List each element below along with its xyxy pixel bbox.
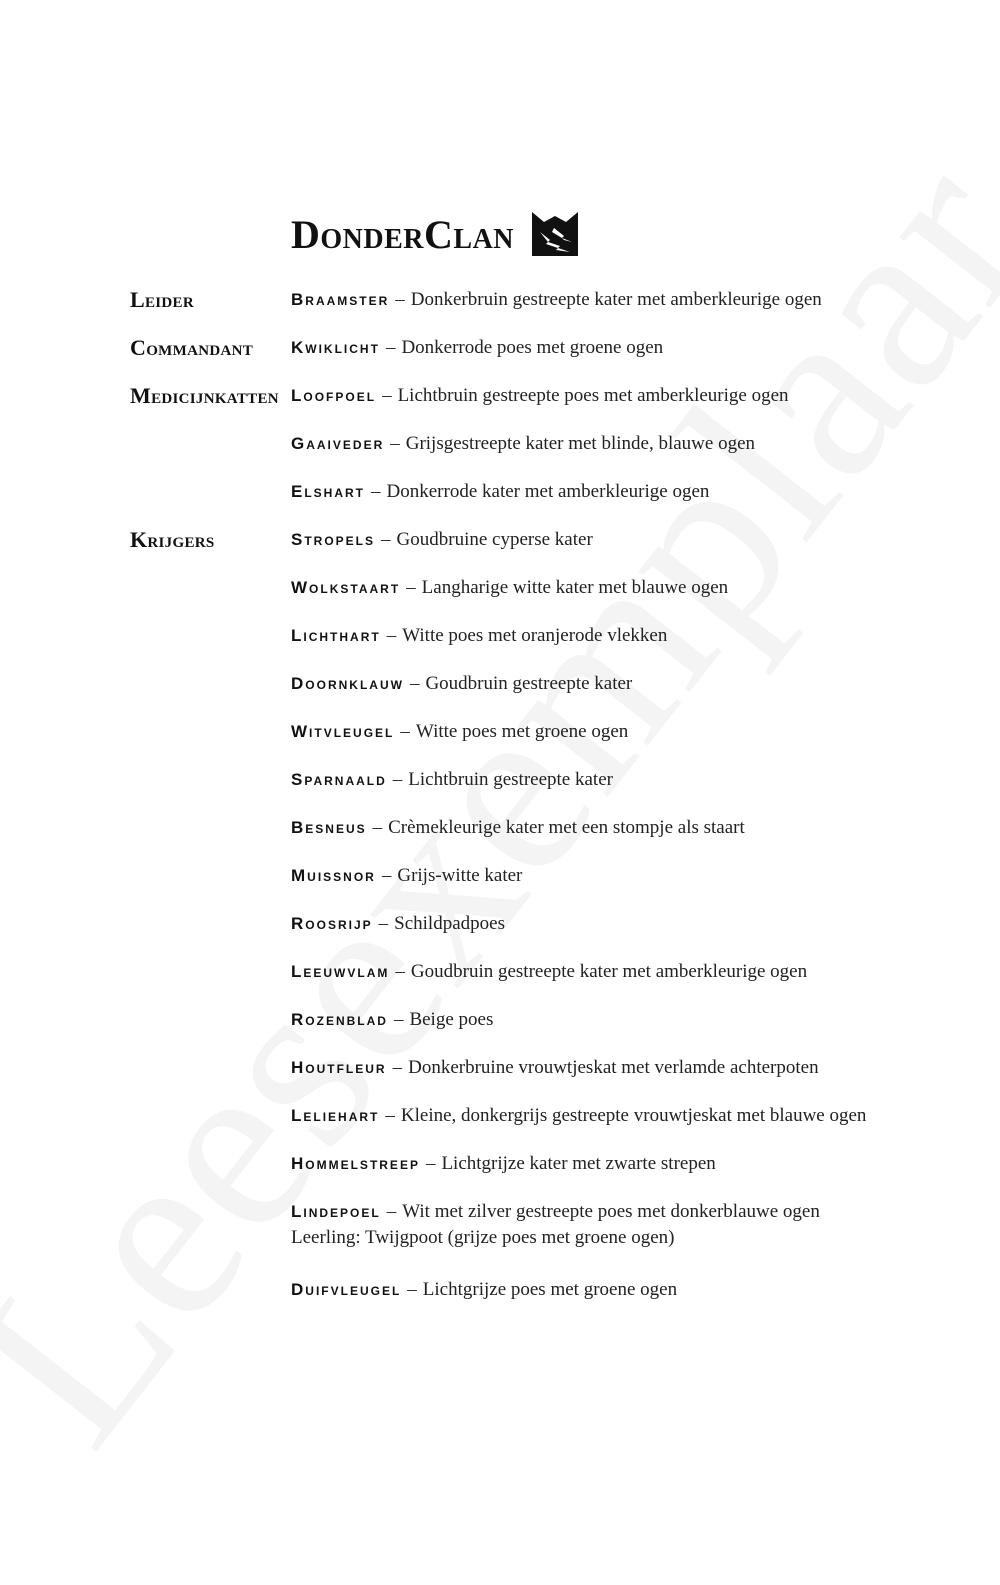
cat-description: Schildpadpoes bbox=[394, 913, 505, 934]
cat-description: Crèmekleurige kater met een stompje als staart bbox=[388, 817, 745, 838]
cat-name: Leliehart bbox=[291, 1106, 380, 1125]
cat-description: Kleine, donkergrijs gestreepte vrouwtjeskat met blauwe ogen bbox=[400, 1105, 867, 1126]
dash: – bbox=[400, 721, 410, 742]
cat-name: Roosrijp bbox=[291, 914, 373, 933]
cat-description: Witte poes met groene ogen bbox=[415, 721, 629, 742]
dash: – bbox=[386, 625, 397, 646]
cat-name: Lichthart bbox=[291, 626, 381, 645]
cat-name: Leeuwvlam bbox=[291, 962, 390, 981]
entry-0 bbox=[291, 289, 822, 311]
dash: – bbox=[409, 673, 420, 694]
dash: – bbox=[381, 865, 392, 886]
cat-description: Grijs-witte kater bbox=[397, 865, 523, 886]
thunderclan-emblem-icon bbox=[530, 210, 580, 258]
cat-name: Kwiklicht bbox=[291, 338, 380, 357]
cat-name: Witvleugel bbox=[291, 722, 395, 741]
dash: – bbox=[378, 913, 389, 934]
dash: – bbox=[381, 529, 391, 550]
cat-name: Besneus bbox=[291, 818, 367, 837]
cat-description: Goudbruin gestreepte kater met amberkleurige ogen bbox=[410, 961, 808, 982]
cat-name: Elshart bbox=[291, 482, 366, 501]
cat-name: Lindepoel bbox=[291, 1202, 381, 1221]
cat-name: Loofpoel bbox=[291, 386, 377, 405]
entry-2 bbox=[291, 385, 789, 407]
cat-name: Sparnaald bbox=[291, 770, 387, 789]
dash: – bbox=[406, 577, 416, 598]
dash: – bbox=[390, 433, 400, 454]
entry-19 bbox=[291, 1201, 820, 1249]
cat-description: Lichtgrijze kater met zwarte strepen bbox=[441, 1153, 716, 1174]
dash: – bbox=[392, 1057, 403, 1078]
dash: – bbox=[371, 481, 381, 502]
dash: – bbox=[385, 1105, 395, 1126]
cat-description: Lichtbruin gestreepte poes met amberkleurige ogen bbox=[397, 385, 789, 406]
dash: – bbox=[395, 289, 405, 310]
cat-description: Donkerrode poes met groene ogen bbox=[401, 337, 664, 358]
entry-11 bbox=[291, 817, 745, 839]
dash: – bbox=[385, 337, 396, 358]
clan-title: DonderClan bbox=[291, 211, 515, 257]
entry-14 bbox=[291, 961, 807, 983]
cat-description: Goudbruin gestreepte kater bbox=[425, 673, 633, 694]
cat-name: Muissnor bbox=[291, 866, 376, 885]
cat-name: Houtfleur bbox=[291, 1058, 387, 1077]
dash: – bbox=[392, 769, 403, 790]
dash: – bbox=[425, 1153, 436, 1174]
cat-name: Gaaiveder bbox=[291, 434, 385, 453]
entry-9 bbox=[291, 721, 628, 743]
cat-description: Wit met zilver gestreepte poes met donkerblauwe ogen bbox=[402, 1201, 820, 1222]
entry-10 bbox=[291, 769, 613, 791]
dash: – bbox=[393, 1009, 404, 1030]
rank-warriors: Krijgers bbox=[130, 527, 215, 552]
cat-description: Beige poes bbox=[409, 1009, 494, 1030]
entry-6 bbox=[291, 577, 728, 599]
entry-13 bbox=[291, 913, 505, 935]
entry-3 bbox=[291, 433, 755, 455]
cat-description: Grijsgestreepte kater met blinde, blauwe ogen bbox=[405, 433, 755, 454]
dash: – bbox=[407, 1279, 417, 1300]
rank-deputy: Commandant bbox=[130, 335, 254, 360]
cat-description: Donkerrode kater met amberkleurige ogen bbox=[386, 481, 710, 502]
apprentice-note: Leerling: Twijgpoot (grijze poes met groene ogen) bbox=[291, 1227, 675, 1248]
cat-description: Goudbruine cyperse kater bbox=[396, 529, 593, 550]
cat-description: Donkerbruine vrouwtjeskat met verlamde achterpoten bbox=[408, 1057, 819, 1078]
dash: – bbox=[395, 961, 405, 982]
rank-leader: Leider bbox=[130, 287, 194, 312]
entry-4 bbox=[291, 481, 709, 503]
page-title bbox=[291, 210, 580, 258]
entry-18 bbox=[291, 1153, 716, 1175]
cat-description: Lichtbruin gestreepte kater bbox=[408, 769, 613, 790]
cat-name: Duifvleugel bbox=[291, 1280, 402, 1299]
cat-name: Stropels bbox=[291, 530, 376, 549]
cat-name: Wolkstaart bbox=[291, 578, 401, 597]
entry-15 bbox=[291, 1009, 493, 1031]
entry-12 bbox=[291, 865, 522, 887]
entry-1 bbox=[291, 337, 663, 359]
entry-7 bbox=[291, 625, 667, 647]
cat-description: Lichtgrijze poes met groene ogen bbox=[422, 1279, 678, 1300]
rank-medicine-cats: Medicijnkatten bbox=[130, 383, 279, 408]
entry-20 bbox=[291, 1279, 677, 1301]
cat-name: Doornklauw bbox=[291, 674, 404, 693]
cat-name: Hommelstreep bbox=[291, 1154, 420, 1173]
entry-8 bbox=[291, 673, 632, 695]
cat-name: Rozenblad bbox=[291, 1010, 388, 1029]
cat-name: Braamster bbox=[291, 290, 390, 309]
entry-16 bbox=[291, 1057, 819, 1079]
entry-17 bbox=[291, 1105, 866, 1127]
cat-description: Witte poes met oranjerode vlekken bbox=[402, 625, 668, 646]
dash: – bbox=[382, 385, 392, 406]
dash: – bbox=[372, 817, 383, 838]
dash: – bbox=[386, 1201, 397, 1222]
entry-5 bbox=[291, 529, 593, 551]
cat-description: Langharige witte kater met blauwe ogen bbox=[421, 577, 729, 598]
cat-description: Donkerbruin gestreepte kater met amberkleurige ogen bbox=[410, 289, 822, 310]
